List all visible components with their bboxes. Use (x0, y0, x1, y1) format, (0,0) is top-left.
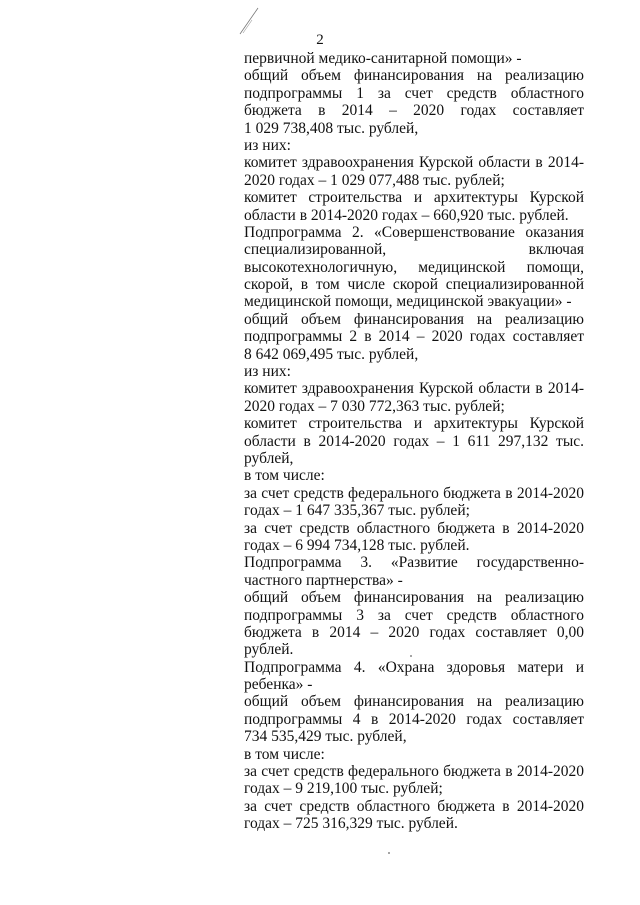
text-line: за счет средств областного бюджета в 2014-2020 (244, 797, 584, 815)
document-body-text (244, 50, 584, 833)
text-line: области в 2014-2020 годах – 660,920 тыс. рублей. (244, 206, 569, 224)
text-line: частного партнерства» - (244, 571, 403, 589)
text-line: ребенка» - (244, 676, 313, 694)
text-line: годах – 9 219,100 тыс. рублей; (244, 780, 443, 798)
text-line: первичной медико-санитарной помощи» - (244, 50, 522, 67)
text-line: рублей, (244, 449, 294, 467)
text-line: специализированной, включая (244, 241, 584, 259)
text-line: комитет строительства и архитектуры Курской (244, 189, 584, 207)
text-line: медицинской помощи, медицинской эвакуации» - (244, 293, 572, 311)
text-line: 734 535,429 тыс. рублей, (244, 728, 407, 746)
text-line: годах – 725 316,329 тыс. рублей. (244, 815, 458, 833)
text-line: подпрограммы 4 в 2014-2020 годах составляет (244, 710, 584, 728)
text-line: годах – 6 994 734,128 тыс. рублей. (244, 536, 470, 554)
text-line: 8 642 069,495 тыс. рублей, (244, 345, 419, 363)
text-line: Подпрограмма 3. «Развитие государственно- (244, 554, 584, 572)
scan-speck (388, 852, 390, 854)
text-line: за счет средств федерального бюджета в 2014-2020 (244, 763, 584, 781)
text-line: Подпрограмма 2. «Совершенствование оказания (244, 223, 584, 241)
text-line: общий объем финансирования на реализацию (244, 67, 584, 85)
scan-speck (410, 655, 412, 657)
text-line: комитет здравоохранения Курской области в 2014- (244, 380, 584, 398)
text-line: высокотехнологичную, медицинской помощи, (244, 258, 584, 276)
text-line: Подпрограмма 4. «Охрана здоровья матери и (244, 658, 584, 676)
text-line: подпрограммы 1 за счет средств областного (244, 84, 584, 102)
text-line: комитет строительства и архитектуры Курской (244, 415, 584, 433)
text-line: общий объем финансирования на реализацию (244, 589, 584, 607)
text-line: области в 2014-2020 годах – 1 611 297,132 тыс. (244, 432, 584, 450)
text-line: рублей. (244, 641, 294, 659)
text-line: комитет здравоохранения Курской области в 2014- (244, 154, 584, 172)
text-line: за счет средств областного бюджета в 2014-2020 (244, 519, 584, 537)
text-line: общий объем финансирования на реализацию (244, 693, 584, 711)
text-line: в том числе: (244, 467, 325, 485)
text-line: подпрограммы 2 в 2014 – 2020 годах составляет (244, 328, 584, 346)
text-line: за счет средств федерального бюджета в 2014-2020 (244, 484, 584, 502)
text-line: скорой, в том числе скорой специализированной (244, 276, 584, 294)
text-line: 1 029 738,408 тыс. рублей, (244, 119, 419, 137)
text-line: годах – 1 647 335,367 тыс. рублей; (244, 502, 470, 520)
text-line: из них: (244, 363, 291, 381)
text-line: из них: (244, 136, 291, 154)
text-line: в том числе: (244, 745, 325, 763)
text-line: бюджета в 2014 – 2020 годах составляет 0,00 (244, 623, 584, 641)
text-line: подпрограммы 3 за счет средств областного (244, 606, 584, 624)
text-line: бюджета в 2014 – 2020 годах составляет (244, 102, 584, 120)
text-line: 2020 годах – 7 030 772,363 тыс. рублей; (244, 397, 505, 415)
text-line: общий объем финансирования на реализацию (244, 310, 584, 328)
text-line: 2020 годах – 1 029 077,488 тыс. рублей; (244, 171, 505, 189)
page-number: 2 (316, 32, 324, 48)
